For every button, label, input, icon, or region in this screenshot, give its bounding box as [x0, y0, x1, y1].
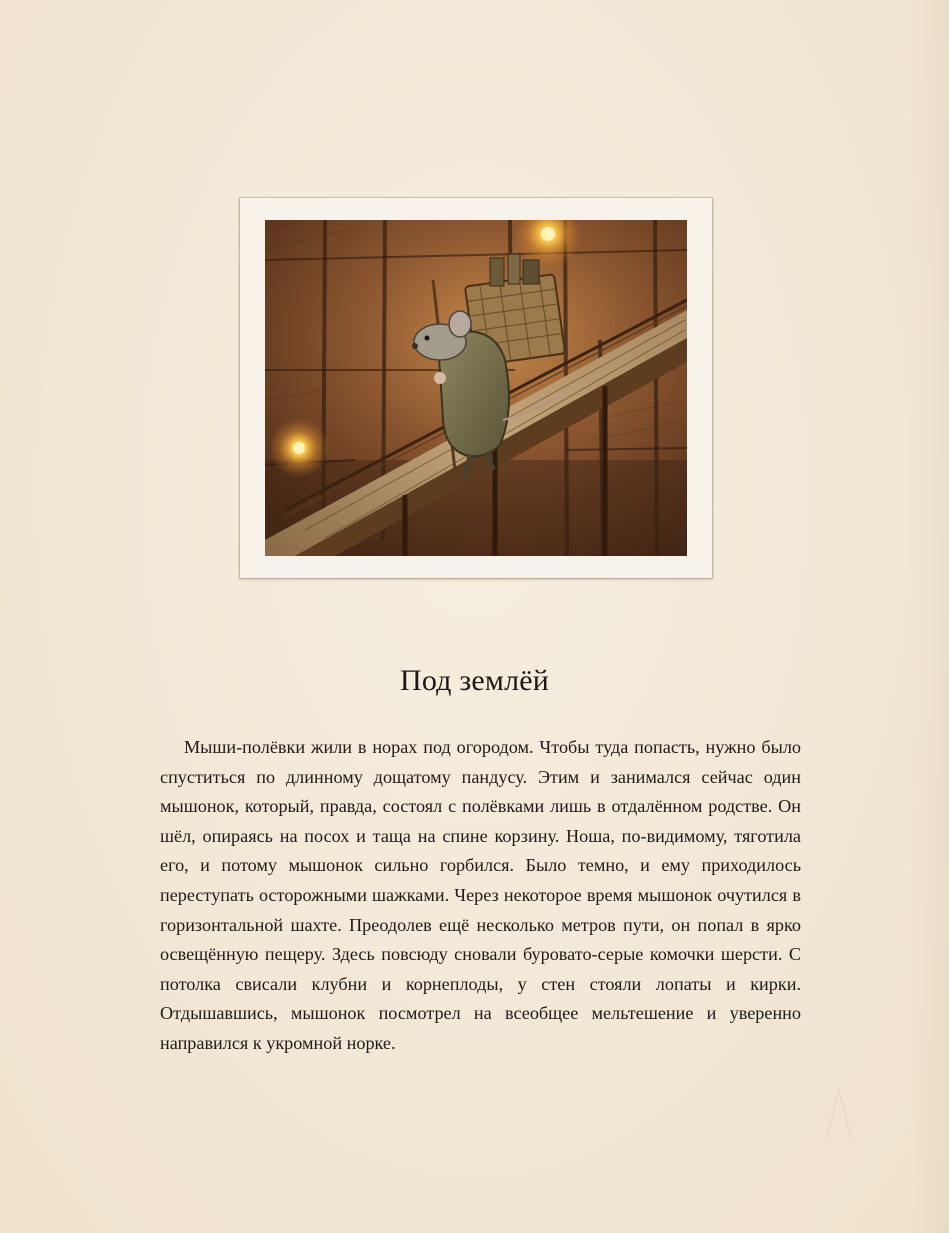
page-edge-shadow	[909, 0, 949, 1233]
chapter-paragraph: Мыши-полёвки жили в норах под огородом. Чтобы туда попасть, нужно было спуститься по длинному дощатому пандусу. Этим и занимался сейчас один мышонок, который, правда, состоял с полёвками лишь в отдалённом родстве. Он шёл, опираясь на посох и таща на спине корзину. Ноша, по-видимому, тяготила его, и потому мышонок сильно горбился. Было темно, и ему приходилось переступать осторожными шажками. Через некоторое время мышонок очутился в горизонтальной шахте. Преодолев ещё несколько метров пути, он попал в ярко освещённую пещеру. Здесь повсюду сновали буровато-серые комочки шерсти. С потолка свисали клубни и корнеплоды, у стен стояли лопаты и кирки. Отдышавшись, мышонок посмотрел на всеобщее мельтешение и уверенно направился к укромной норке.	[160, 737, 801, 1053]
chapter-title: Под землёй	[399, 664, 550, 697]
mouse-climbing-ramp-illustration	[265, 220, 687, 556]
illustration-frame	[240, 198, 712, 578]
paper-texture-mark	[819, 1083, 859, 1143]
illustration-drawing	[265, 220, 687, 556]
